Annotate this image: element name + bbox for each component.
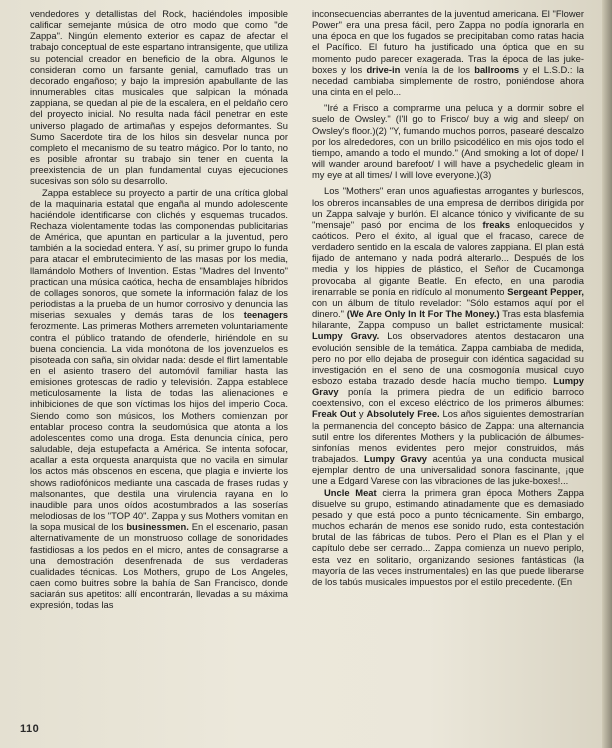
text-run: cierra la primera gran época Mothers Zappa disuelve su grupo, estimando atinadamente que es demasiado pesado y que está poco a punto técnicamente. Sin embargo, muchos echarán de menos ese sonido rudo, esta contestación brutal de las fábricas de tubos. Pero el Plan es el Plan y el capítulo debe ser cerrado... Zappa comienza un nuevo periplo, esta vez en solitario, organizando sesiones fantásticas (la mayoría de las veces instrumentales) en las que puede liberarse de los tabús musicales impuestos por el estilo precedente. (En xyxy=(312,486,584,587)
left-column xyxy=(30,8,288,610)
text-run: Tras esta blasfemia hilarante, Zappa compuso un ballet estrictamente musical: xyxy=(312,308,584,331)
bold-title: businessmen. xyxy=(126,521,189,533)
text-run: Zappa establece su proyecto a partir de una crítica global de la maquinaria estatal que engaña al mundo adolescente haciéndole identificarse con clichés y esquemas trucados. Rechaza violentamente todas las componendas publicitarias de América, que apuntan en particular a la juventud, pero también a la sociedad entera. Y así, su primer grupo lo funda para atacar el embrutecimiento de las masas por los media, llamándolo Mothers of Invention. Estas "Madres del Invento" practican una música caótica, hecha de ensamblajes híbridos de collages sonoros, que somete la información falaz de los periodistas a la prueba de un humor corrosivo y denuncia las miserias sexuales y demás taras de los xyxy=(30,186,288,321)
bold-title: Lumpy Gravy xyxy=(312,375,584,398)
bold-title: Uncle Meat xyxy=(324,486,377,498)
bold-title: drive-in xyxy=(366,63,401,75)
bold-title: teenagers xyxy=(243,309,288,321)
text-run: acentúa ya una conducta musical ejemplar dentro de una universalidad sonora fascinante, ¡que une a Edgard Varese con las vibraciones de las juke-boxes!... xyxy=(312,453,584,487)
book-spine-shadow xyxy=(602,0,612,748)
bold-title: freaks xyxy=(482,218,511,230)
paragraph xyxy=(312,487,584,587)
paragraph xyxy=(30,187,288,611)
text-run: Los años siguientes demostrarían la permanencia del concepto básico de Zappa: una alternancia sutil entre los diferentes Mothers y la publicación de álbumes-sinfonías menos evidentes pero mejor construidos, más trabajados. xyxy=(312,408,585,465)
text-run: ferozmente. Las primeras Mothers arremeten voluntariamente contra el público tratando de ofenderle, hiriéndole en su buena conciencia. La vida monótona de los jovenzuelos es pisoteada con saña, sin olvidar nada: desde el flirt lamentable en el asiento trasero del automóvil familiar hasta las emisiones grotescas de radio y televisión. Zappa establece meticulosamente la lista de todas las alienaciones e inhibiciones de que son víctimas los hijos del imperio Coca. Siendo como son músicos, los Mothers comienzan por entablar proceso contra la seudomúsica que atonta a los adolescentes como una droga. Esta denuncia cínica, pero saludable, deja estupefacta a América. Se intenta sofocar, acallar a esta orquesta anarquista que no vacila en simular los actos más obscenos en escena, que plagia e invierte los shows radiofónicos mediante una cascada de frases rudas y malsonantes, que destila una virulencia rayana en lo inaudible para unos oídos acostumbrados a las soserías melodiosas de los "TOP 40". Zappa y sus Mothers vomitan en la sopa musical de los xyxy=(30,320,288,533)
paragraph xyxy=(30,8,288,187)
bold-title: Freak Out xyxy=(312,408,357,420)
paragraph xyxy=(312,8,584,97)
bold-title: ballrooms xyxy=(474,63,520,75)
text-run: Los "Mothers" eran unos aguafiestas arrogantes y burlescos, los obreros incansables de una empresa de derribos dirigida por un Zappa salvaje y burlón. El alcance tónico y vivificante de su "mensaje" pasó por encima de los xyxy=(312,185,584,230)
text-run: inconsecuencias aberrantes de la juventud americana. El "Flower Power" era una presa fácil, pero Zappa no podía ignorarla en una época en que los fugados se precipitaban como ratas hacia el Pacífico. El futuro ha justificado una óptica que en su momento pudo parecer exagerada. Tras la época de las juke-boxes y los xyxy=(312,8,584,75)
text-run: con un álbum de título revelador: "Sólo estamos aquí por el dinero." xyxy=(312,296,584,320)
bold-title: Absolutely Free. xyxy=(366,408,440,420)
bold-title: Sergeant Pepper, xyxy=(507,285,584,297)
paragraph xyxy=(312,185,584,486)
bold-title: (We Are Only In It For The Money.) xyxy=(346,308,500,320)
right-column xyxy=(312,8,584,587)
text-run: y xyxy=(356,408,367,420)
text-run: En el escenario, pasan alternativamente de un monstruoso collage de sonoridades fastidiosas a los pedos en el micro, antes de consagrarse a una demostración desenfrenada de sus verdaderas cualidades técnicas. Los Mothers, grupo de Los Angeles, caen como buitres sobre la bahía de San Francisco, donde saciarán sus apetitos: allí encontrarán, llevadas a su máxima expresión, todas las xyxy=(30,521,288,611)
page-number: 110 xyxy=(20,723,40,735)
text-run: vendedores y detallistas del Rock, haciéndoles imposible calificar semejante música de otro modo que como "de Zappa". Ningún elemento exterior es capaz de afectar el trabajo conceptual de este espartano intransigente, que utiliza su potencial creador en beneficio de la obra. Algunos le consideran como un farsante genial, camuflado tras un decorado engañoso; y bajo la impresión apabullante de las innumerables citas musicales que salpican la mónada zappiana, se quedan al pie de la escalera, en el peldaño cero del proyecto inicial. No resulta nada fácil penetrar en este universo plagado de artimañas y espejos deformantes. Su Sumo Sacerdote tira de los hilos sin desvelar nunca por completo el mecanismo de su teatro mágico. Por lo tanto, no es posible afrontar su trabajo sin tener en cuenta la preexistencia de un plan fundamental cuyas ejecuciones sucesivas son sólo su desarrollo. xyxy=(30,8,288,187)
text-run: Los observadores atentos destacaron una evolución sensible de la temática. Zappa cambiaba de medida, pero no por ello dejaba de proseguir con idéntica sagacidad su investigación en el seno de una cosmogonía musical cuyo esbozo estaba trazado desde hacía mucho tiempo. xyxy=(312,330,584,386)
bold-title: Lumpy Gravy xyxy=(364,453,428,465)
text-run: enloquecidos y caóticos. Pero el éxito, al igual que el fracaso, carece de verdadero sentido en la escala de valores zappiana. El plan está fijado de antemano y nada podrá alterarlo... Después de los media y los hippies de plástico, el Señor de Cucamonga provocaba al gigante Beatle. En efecto, en una parodia irenarrable se ponía en ridículo al monumento xyxy=(312,218,585,297)
text-run: y el L.S.D.: la necedad cambiaba simplemente de rostro, poniéndose ahora una cinta en el pelo... xyxy=(312,63,584,98)
text-run: venía la de los xyxy=(400,63,475,75)
text-run: ponía la primera piedra de un edificio barroco coextensivo, con el exceso eléctrico de los primeros álbumes: xyxy=(312,386,584,409)
text-run: "Iré a Frisco a comprarme una peluca y a dormir sobre el suelo de Owsley." (I'll go to Frisco/ buy a wig and sleep/ on Owsley's floor.)(2) "Y, fumando muchos porros, pasearé descalzo por los alrededores, con un brillo psicodélico en mis ojos todo el tiempo, amando a todo el mundo." (And smoking a lot of dope/ I will wander around barefoot/ I will have a psychedelic gleam in my eye at all times/ I will love everyone.)(3) xyxy=(312,102,584,181)
quote-paragraph xyxy=(312,102,584,180)
bold-title: Lumpy Gravy. xyxy=(312,330,380,342)
